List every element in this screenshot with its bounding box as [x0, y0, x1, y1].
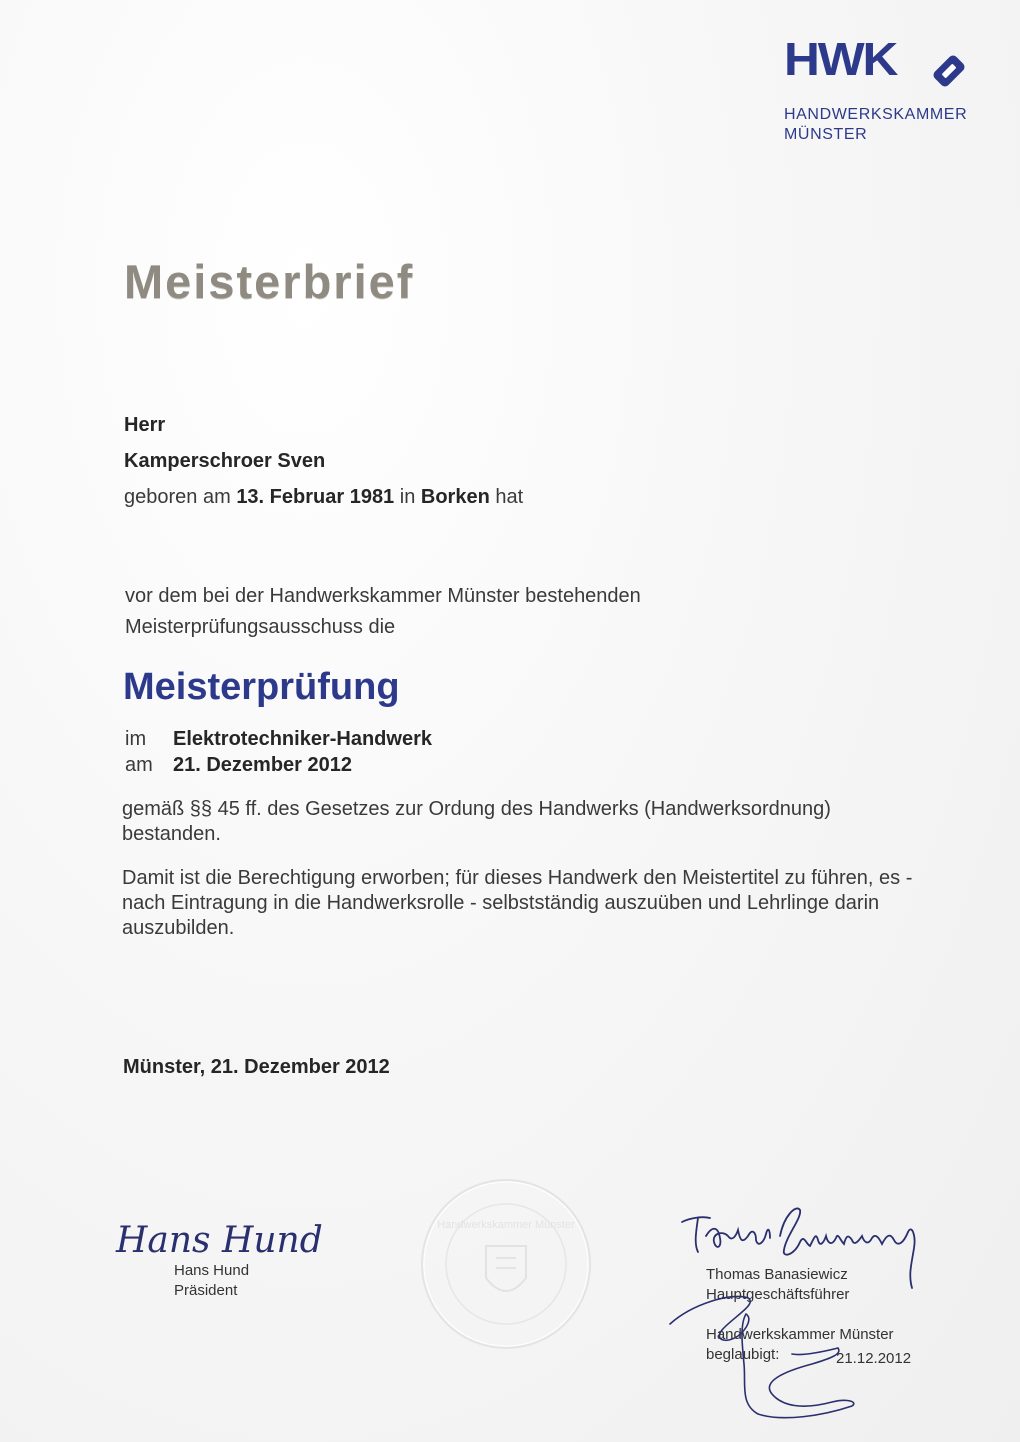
- certification-signature: [662, 1284, 862, 1424]
- intro-line-2: Meisterprüfungsausschuss die: [125, 616, 396, 638]
- recipient-name: Kamperschroer Sven: [124, 450, 326, 472]
- left-signer-name: Hans Hund: [174, 1262, 250, 1279]
- hwk-logo-icon: [930, 52, 968, 90]
- exam-title: Meisterprüfung: [123, 666, 400, 708]
- trade-label: im: [125, 728, 147, 750]
- left-signer-role: Präsident: [174, 1282, 238, 1299]
- logo-line-muenster: MÜNSTER: [784, 126, 868, 143]
- birth-date: 13. Februar 1981: [236, 486, 395, 508]
- birth-in: in: [399, 486, 416, 508]
- logo-mark: HWK: [784, 33, 897, 85]
- logo-line-handwerkskammer: HANDWERKSKAMMER: [784, 106, 968, 123]
- svg-text:Handwerkskammer Münster: Handwerkskammer Münster: [437, 1219, 575, 1231]
- recipient-birth-line: [124, 486, 523, 509]
- svg-text:Hans Hund: Hans Hund: [116, 1220, 323, 1261]
- certification-date: 21.12.2012: [836, 1350, 912, 1367]
- exam-date-value: 21. Dezember 2012: [173, 754, 353, 776]
- embossed-seal-icon: [418, 1176, 594, 1352]
- birth-prefix: geboren am: [124, 486, 231, 508]
- intro-line-1: vor dem bei der Handwerkskammer Münster bestehenden: [125, 585, 641, 607]
- birth-place: Borken: [420, 486, 490, 508]
- recipient-salutation: Herr: [124, 414, 166, 436]
- right-signer-name: Thomas Banasiewicz: [706, 1266, 848, 1283]
- right-signer-role: Hauptgeschäftsführer: [706, 1286, 850, 1303]
- exam-date-label: am: [125, 754, 153, 776]
- hwk-logo: [784, 33, 984, 156]
- document-title: Meisterbrief: [124, 255, 415, 308]
- certification-label: beglaubigt:: [706, 1346, 780, 1363]
- birth-suffix: hat: [495, 486, 524, 508]
- certification-org: Handwerkskammer Münster: [706, 1326, 894, 1343]
- signature-hans-hund: [112, 1208, 327, 1268]
- legal-paragraph: gemäß §§ 45 ff. des Gesetzes zur Ordung des Handwerks (Handwerksordnung) bestanden.: [122, 798, 831, 845]
- trade-value: Elektrotechniker-Handwerk: [173, 728, 432, 750]
- rights-paragraph: Damit ist die Berechtigung erworben; für dieses Handwerk den Meistertitel zu führen, es - nach Eintragung in die Handwerksrolle - selbstständig auszuüben und Lehrlinge darin auszubilden.: [122, 867, 913, 939]
- place-date: Münster, 21. Dezember 2012: [123, 1056, 390, 1078]
